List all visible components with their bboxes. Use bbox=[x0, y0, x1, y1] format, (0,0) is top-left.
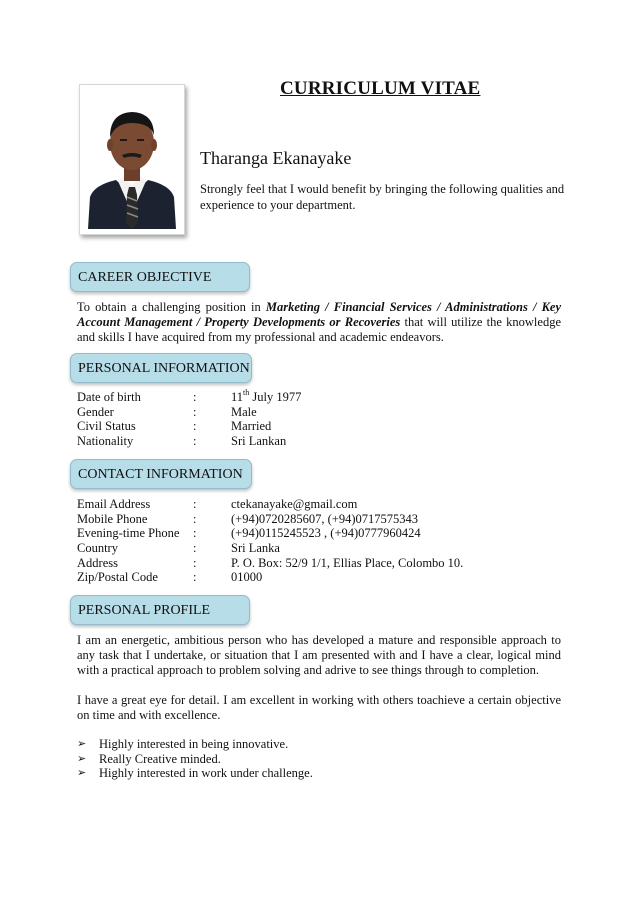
career-objective-text bbox=[77, 300, 561, 345]
contact-value: (+94)0115245523 , (+94)0777960424 bbox=[231, 526, 421, 541]
contact-label: Email Address bbox=[77, 497, 151, 511]
contact-colon: : bbox=[193, 497, 197, 511]
contact-label: Address bbox=[77, 555, 118, 570]
dob-day: 11 bbox=[231, 390, 244, 404]
bullet-text: Highly interested in being innovative. bbox=[99, 737, 289, 751]
info-value bbox=[231, 387, 302, 405]
contact-value: P. O. Box: 52/9 1/1, Ellias Place, Colombo 10. bbox=[231, 555, 464, 570]
contact-value: ctekanayake@gmail.com bbox=[231, 497, 358, 511]
contact-label: Mobile Phone bbox=[77, 511, 148, 526]
personal-profile-heading: PERSONAL PROFILE bbox=[70, 595, 250, 625]
contact-value: Sri Lanka bbox=[231, 541, 280, 556]
contact-information-heading: CONTACT INFORMATION bbox=[70, 459, 252, 489]
arrow-bullet-icon: ➢ bbox=[77, 738, 87, 750]
objective-suffix: that will utilize the knowledge and skills I have acquired from my professional and academic endeavors. bbox=[77, 315, 561, 344]
contact-colon: : bbox=[193, 570, 197, 585]
info-colon: : bbox=[193, 434, 197, 449]
info-label: Civil Status bbox=[77, 419, 136, 434]
info-label: Date of birth bbox=[77, 390, 141, 404]
bullet-text: Highly interested in work under challenge. bbox=[99, 766, 313, 780]
contact-value: (+94)0720285607, (+94)0717575343 bbox=[231, 511, 418, 526]
info-value: Married bbox=[231, 419, 272, 434]
contact-label: Evening-time Phone bbox=[77, 526, 180, 541]
arrow-bullet-icon: ➢ bbox=[77, 752, 87, 765]
bullet-text: Really Creative minded. bbox=[99, 751, 221, 766]
contact-colon: : bbox=[193, 555, 197, 570]
contact-colon: : bbox=[193, 541, 197, 556]
contact-label: Country bbox=[77, 541, 118, 556]
contact-value: 01000 bbox=[231, 570, 263, 585]
dob-suffix: th bbox=[243, 387, 250, 397]
profile-paragraph-1: I am an energetic, ambitious person who has developed a mature and responsible approach to any task that I undertake, or situation that I am presented with and I have a clear, logical mind with a practical approach to problem solving and adrive to see things through to completion. bbox=[77, 633, 561, 677]
candidate-name: Tharanga Ekanayake bbox=[200, 148, 352, 168]
info-colon: : bbox=[193, 404, 197, 419]
info-value: Male bbox=[231, 404, 257, 419]
arrow-bullet-icon: ➢ bbox=[77, 767, 87, 779]
personal-information-heading: PERSONAL INFORMATION bbox=[70, 353, 252, 383]
info-label: Nationality bbox=[77, 434, 134, 449]
objective-prefix: To obtain a challenging position in bbox=[77, 300, 266, 314]
profile-paragraph-2: I have a great eye for detail. I am excellent in working with others toachieve a certain objective on time and with excellence. bbox=[77, 693, 561, 722]
intro-statement: Strongly feel that I would benefit by bringing the following qualities and experience to your department. bbox=[200, 182, 565, 212]
info-value: Sri Lankan bbox=[231, 434, 287, 449]
dob-rest: July 1977 bbox=[249, 390, 302, 404]
info-colon: : bbox=[193, 419, 197, 434]
info-colon: : bbox=[193, 390, 197, 404]
objective-emphasis: Marketing / Financial Services / Administrations / Key Account Management / Property Developments or Recoveries bbox=[77, 300, 561, 329]
info-label: Gender bbox=[77, 404, 114, 419]
career-objective-heading: CAREER OBJECTIVE bbox=[70, 262, 250, 292]
contact-label: Zip/Postal Code bbox=[77, 570, 158, 585]
contact-colon: : bbox=[193, 526, 197, 541]
contact-colon: : bbox=[193, 511, 197, 526]
document-title: CURRICULUM VITAE bbox=[280, 78, 481, 99]
portrait-photo bbox=[79, 84, 185, 235]
portrait-photo-icon bbox=[80, 85, 184, 234]
